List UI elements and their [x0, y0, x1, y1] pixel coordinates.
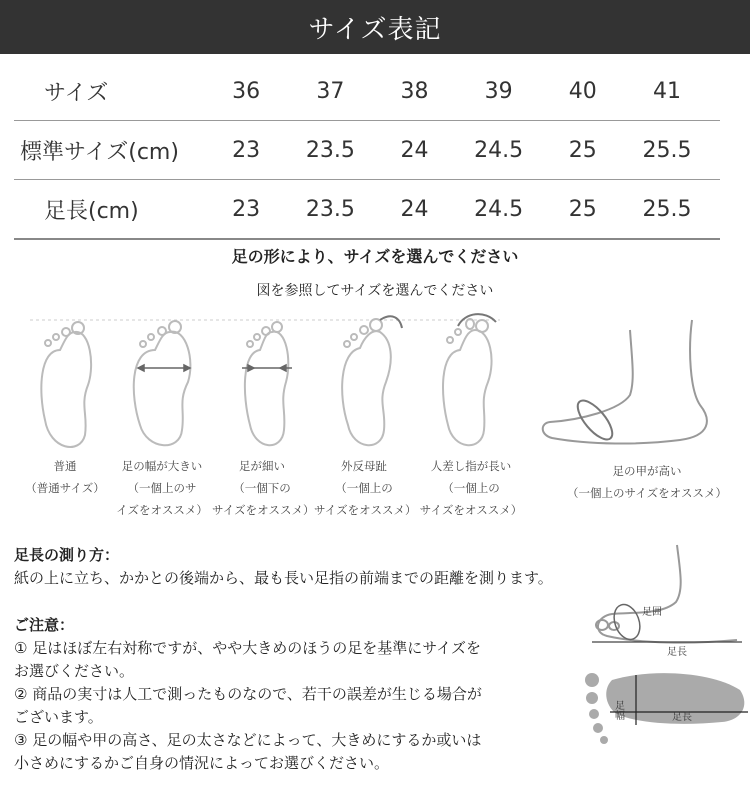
foot-shapes-illustration	[20, 310, 730, 460]
table-cell: 24	[383, 180, 445, 240]
table-cell: 23	[215, 180, 277, 240]
wide-foot-icon	[134, 321, 191, 445]
table-row-standard-size	[14, 121, 720, 180]
caption-high-instep: 足の甲が高い （一個上のサイズをオススメ）	[567, 464, 727, 500]
table-cell: 39	[446, 62, 552, 121]
howto-text: 紙の上に立ち、かかとの後端から、最も長い足指の前端までの距離を測ります。	[14, 569, 553, 587]
measurement-diagram	[572, 540, 750, 790]
high-instep-foot-icon	[543, 320, 707, 445]
row-header: 足長(cm)	[14, 180, 215, 240]
size-table	[14, 62, 720, 240]
normal-foot-icon	[41, 322, 91, 447]
table-cell: 23.5	[277, 180, 383, 240]
page-header	[0, 0, 750, 54]
table-row-foot-length	[14, 180, 720, 240]
row-header: サイズ	[14, 62, 215, 121]
caption-narrow: 足が細い （一個下の サイズをオススメ）	[212, 459, 315, 517]
table-cell: 23.5	[277, 121, 383, 180]
length-label-side: 足長	[667, 647, 687, 658]
length-label-sole: 足長	[672, 712, 692, 723]
long-toe-foot-icon	[443, 314, 496, 445]
narrow-foot-icon	[245, 322, 288, 445]
sole-icon	[585, 673, 744, 744]
width-label: 足幅	[612, 700, 624, 720]
notes-title: ご注意：	[14, 616, 75, 634]
howto-title: 足長の測り方：	[14, 546, 120, 564]
table-row-size	[14, 62, 720, 121]
table-cell: 25.5	[614, 180, 720, 240]
caption-normal: 普通 （普通サイズ）	[25, 459, 105, 495]
table-cell: 36	[215, 62, 277, 121]
row-header: 標準サイズ(cm)	[14, 121, 215, 180]
table-cell: 25.5	[614, 121, 720, 180]
howto-section	[14, 544, 553, 590]
table-cell: 38	[383, 62, 445, 121]
bunion-foot-icon	[342, 316, 402, 445]
table-cell: 24	[383, 121, 445, 180]
width-arrow-icon	[138, 365, 190, 371]
table-cell: 41	[614, 62, 720, 121]
caption-bunion: 外反母趾 （一個上の サイズをオススメ）	[314, 459, 417, 517]
girth-label: 足囲	[642, 607, 662, 618]
caption-wide: 足の幅が大きい （一個上のサ イズをオススメ）	[116, 459, 208, 517]
narrow-arrow-icon	[242, 365, 292, 371]
table-cell: 25	[552, 121, 614, 180]
table-cell: 24.5	[446, 121, 552, 180]
shape-section-subtitle: 図を参照してサイズを選んでください	[256, 283, 494, 299]
note-item: ③ 足の幅や甲の高さ、足の太さなどによって、大きめにするか或いは 小さめにするかご自身の情況によってお選びください。	[14, 731, 482, 772]
table-cell: 40	[552, 62, 614, 121]
page-title: サイズ表記	[308, 14, 442, 45]
note-item: ① 足はほぼ左右対称ですが、やや大きめのほうの足を基準にサイズを お選びください。	[14, 639, 482, 680]
table-cell: 25	[552, 180, 614, 240]
note-item: ② 商品の実寸は人工で測ったものなので、若干の誤差が生じる場合が ございます。	[14, 685, 482, 726]
notes-section	[14, 614, 574, 775]
caption-long-toe: 人差し指が長い （一個上の サイズをオススメ）	[419, 459, 523, 517]
shape-section-title: 足の形により、サイズを選んでください	[231, 247, 519, 266]
table-cell: 23	[215, 121, 277, 180]
table-cell: 24.5	[446, 180, 552, 240]
table-cell: 37	[277, 62, 383, 121]
